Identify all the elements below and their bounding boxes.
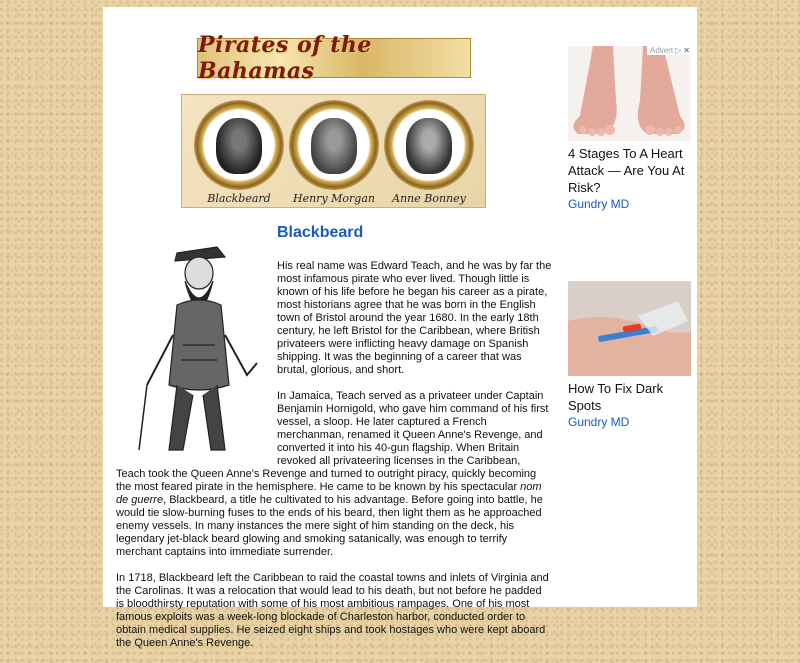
article-body — [116, 260, 552, 663]
henry-morgan-portrait-icon — [311, 118, 357, 174]
close-icon[interactable]: ✕ — [683, 46, 690, 55]
porthole-label: Blackbeard — [207, 192, 271, 205]
porthole-blackbeard[interactable] — [194, 100, 284, 190]
porthole-strip — [181, 94, 486, 208]
banner-title: Pirates of the Bahamas — [198, 32, 372, 84]
blackbeard-portrait-icon — [216, 118, 262, 174]
porthole-anne-bonney[interactable] — [384, 100, 474, 190]
porthole-label: Henry Morgan — [293, 192, 375, 205]
porthole-henry-morgan[interactable] — [289, 100, 379, 190]
porthole-label: Anne Bonney — [392, 192, 466, 205]
content-page — [103, 7, 697, 649]
ad-feet-image[interactable] — [568, 46, 691, 141]
site-banner[interactable] — [197, 32, 471, 84]
ad-source[interactable]: Gundry MD — [568, 415, 630, 429]
article-paragraph: In Jamaica, Teach served as a privateer under Captain Benjamin Hornigold, who gave him command of his first vessel, a sloop. He later captured a French merchanman, renamed it Queen Anne's Revenge, and converted it into his 40-gun flagship. When Britain revoked all privateering licenses in the Caribbean, Teach took the Queen Anne's Revenge and turned to outright piracy, quickly becoming the most feared pirate in the hemisphere. He came to be known by his spectacular nom de guerre, Blackbeard, a title he cultivated to his advantage. Before going into battle, he would tie slow-burning fuses to the ends of his beard, then light them as he approached enemy vessels. In many instances the mere sight of him standing on the deck, his legendary jet-black beard glowing and smoking satanically, was enough to terrify merchant captains into immediate surrender. — [116, 390, 549, 558]
ad-dark-spots[interactable] — [568, 281, 693, 429]
ad-hand-image[interactable] — [568, 281, 691, 376]
article-heading: Blackbeard — [277, 224, 364, 241]
ad-title[interactable]: 4 Stages To A Heart Attack — Are You At Risk? — [568, 146, 685, 195]
ad-choices-badge[interactable]: Advert ▷ ✕ — [647, 46, 691, 55]
article-paragraph: In 1718, Blackbeard left the Caribbean to raid the coastal towns and inlets of Virginia and the Carolinas. It was a relocation that would lead to his death, but not before he padded is bloodthirsty reputation with some of his most ambitious rampages. One of his most famous exploits was a week-long blockade of Charleston harbor, conducted order to obtain medical supplies. He seized eight ships and took hostages who were kept aboard the Queen Anne's Revenge. — [116, 572, 549, 649]
ad-source[interactable]: Gundry MD — [568, 197, 630, 211]
ad-choices-icon: ▷ — [675, 46, 682, 55]
article-paragraph: His real name was Edward Teach, and he was by far the most infamous pirate who ever lived. Though little is known of his life before he began his career as a pirate, most historians agree that he was born in the English town of Bristol around the year 1680. In the early 18th century, he left Bristol for the Caribbean, where British privateers were inflicting heavy damage on Spanish shipping. It was the beginning of a career that was brutal, glorious, and short. — [277, 260, 552, 376]
ad-title[interactable]: How To Fix Dark Spots — [568, 381, 664, 413]
anne-bonney-portrait-icon — [406, 118, 452, 174]
ad-heart-attack[interactable] — [568, 46, 693, 211]
